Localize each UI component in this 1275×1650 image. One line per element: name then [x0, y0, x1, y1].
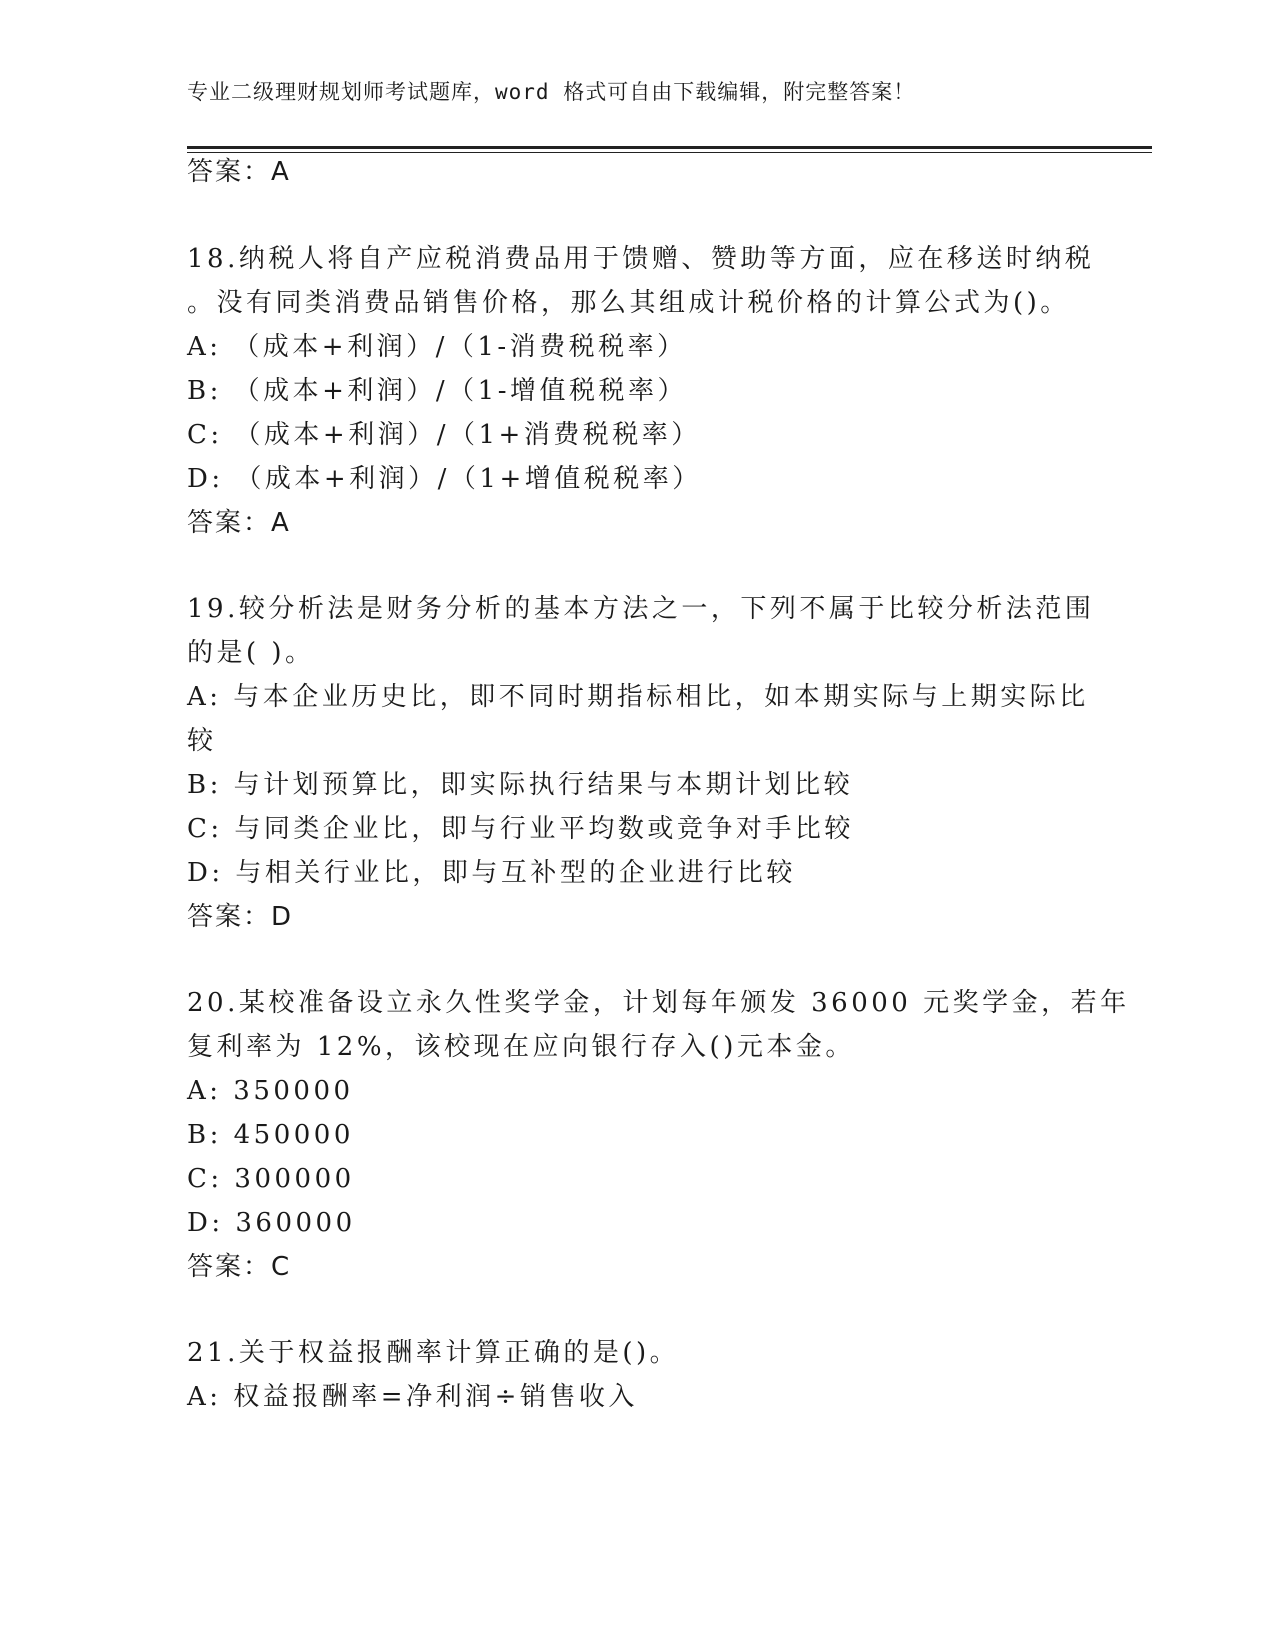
- q19-option-a-line2: 较: [187, 726, 217, 756]
- q21-option-a: A: 权益报酬率=净利润÷销售收入: [187, 1382, 638, 1412]
- q18-option-c: C: （成本+利润）/（1+消费税税率）: [187, 420, 701, 450]
- q19-option-b: B: 与计划预算比，即实际执行结果与本期计划比较: [187, 770, 854, 800]
- q18-option-d: D: （成本+利润）/（1+增值税税率）: [187, 464, 702, 494]
- header-rule-thin: [187, 152, 1152, 153]
- q17-answer: 答案：A: [187, 157, 291, 187]
- q20-option-a: A: 350000: [187, 1076, 354, 1106]
- q20-answer: 答案：C: [187, 1252, 292, 1282]
- q18-stem-line1: 18.纳税人将自产应税消费品用于馈赠、赞助等方面，应在移送时纳税: [187, 244, 1095, 274]
- q20-stem-line2: 复利率为 12%，该校现在应向银行存入()元本金。: [187, 1032, 855, 1062]
- q19-option-a-line1: A: 与本企业历史比，即不同时期指标相比，如本期实际与上期实际比: [187, 682, 1089, 712]
- q20-option-b: B: 450000: [187, 1120, 354, 1150]
- q20-stem-line1: 20.某校准备设立永久性奖学金，计划每年颁发 36000 元奖学金，若年: [187, 988, 1130, 1018]
- q20-option-c: C: 300000: [187, 1164, 355, 1194]
- q20-option-d: D: 360000: [187, 1208, 356, 1238]
- q18-stem-line2: 。没有同类消费品销售价格，那么其组成计税价格的计算公式为()。: [187, 288, 1070, 318]
- q19-option-c: C: 与同类企业比，即与行业平均数或竞争对手比较: [187, 814, 854, 844]
- q18-answer: 答案：A: [187, 508, 291, 538]
- q18-option-b: B: （成本+利润）/（1-增值税税率）: [187, 376, 688, 406]
- q19-answer: 答案：D: [187, 902, 294, 932]
- q21-stem-line1: 21.关于权益报酬率计算正确的是()。: [187, 1338, 680, 1368]
- q18-option-a: A: （成本+利润）/（1-消费税税率）: [187, 332, 687, 362]
- q19-stem-line2: 的是( )。: [187, 638, 315, 668]
- page-header: 专业二级理财规划师考试题库，word 格式可自由下载编辑，附完整答案！: [187, 80, 916, 104]
- q19-stem-line1: 19.较分析法是财务分析的基本方法之一，下列不属于比较分析法范围: [187, 594, 1095, 624]
- header-rule-thick: [187, 146, 1152, 149]
- q19-option-d: D: 与相关行业比，即与互补型的企业进行比较: [187, 858, 796, 888]
